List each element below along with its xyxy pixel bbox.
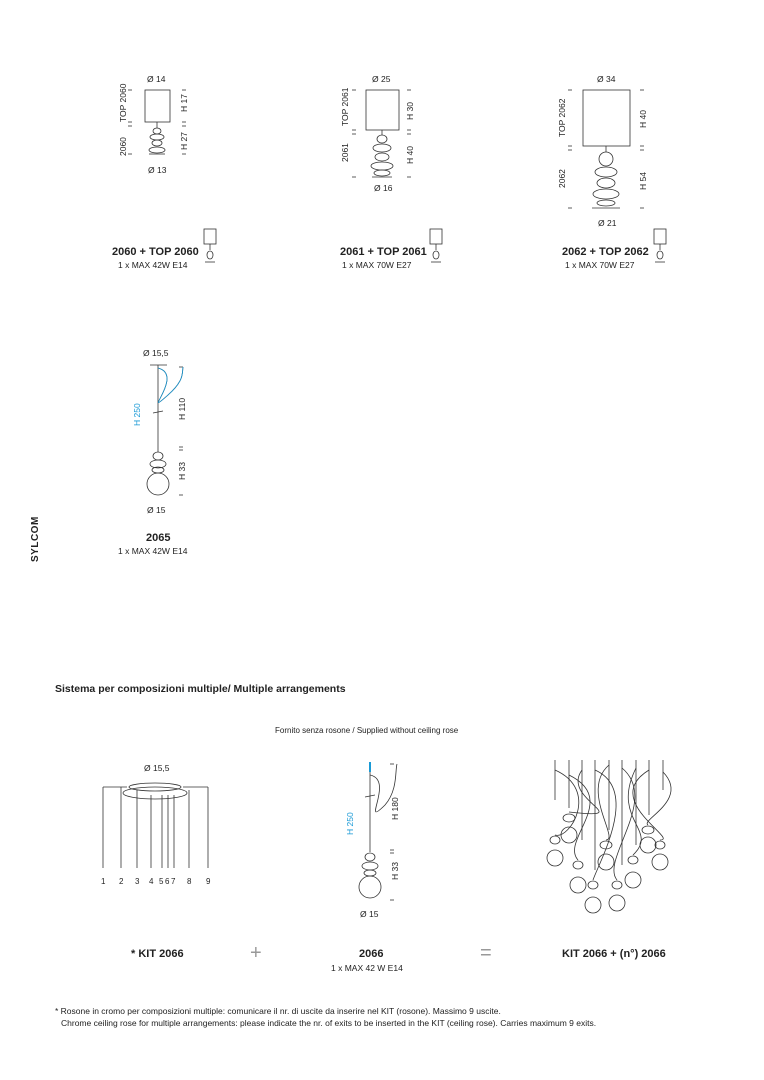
exit-1: 1 <box>101 877 106 886</box>
kit-rose-drawing <box>103 783 208 868</box>
top-height-2061: H 30 <box>405 102 415 120</box>
pendant-body-height: H 33 <box>177 462 187 480</box>
top-label-2060: TOP 2060 <box>118 83 128 122</box>
exit-5: 5 <box>159 877 164 886</box>
top-diameter-2060: Ø 14 <box>147 74 166 84</box>
base-height-2060: H 27 <box>179 132 189 150</box>
base-label-2062: 2062 <box>557 169 567 188</box>
spec-2065: 1 x MAX 42W E14 <box>118 546 188 556</box>
footnote-english: Chrome ceiling rose for multiple arrangements: please indicate the nr. of exits to be inserted in the KIT (ceiling rose). Carries maximum 9 exits. <box>61 1018 597 1028</box>
section-title: Sistema per composizioni multiple/ Multiple arrangements <box>55 683 346 695</box>
top-label-2061: TOP 2061 <box>340 87 350 126</box>
base-label-2060: 2060 <box>118 137 128 156</box>
base-height-2061: H 40 <box>405 146 415 164</box>
top-height-2060: H 17 <box>179 94 189 112</box>
exit-2: 2 <box>119 877 124 886</box>
footnote-italian: * Rosone in cromo per composizioni multiple: comunicare il nr. di uscite da inserire nel KIT (rosone). Massimo 9 uscite. <box>55 1006 501 1016</box>
base-label-2061: 2061 <box>340 143 350 162</box>
module-body-diameter: Ø 15 <box>360 909 379 919</box>
exit-6: 6 <box>165 877 170 886</box>
base-diameter-2060: Ø 13 <box>148 165 167 175</box>
brand-label: SYLCOM <box>30 516 41 562</box>
pendant-body-diameter: Ø 15 <box>147 505 166 515</box>
lamp-2061-drawing <box>352 90 411 177</box>
pendant-cable-height: H 110 <box>177 397 187 420</box>
spec-2062: 1 x MAX 70W E27 <box>565 260 635 270</box>
supplied-note: Fornito senza rosone / Supplied without ceiling rose <box>275 726 459 735</box>
pendant-total-height: H 250 <box>132 403 142 426</box>
kit-label: * KIT 2066 <box>131 948 184 960</box>
exit-7: 7 <box>171 877 176 886</box>
exit-3: 3 <box>135 877 140 886</box>
module-cable-height: H 180 <box>390 797 400 820</box>
pendant-rose-diameter: Ø 15,5 <box>143 348 169 358</box>
base-height-2062: H 54 <box>638 172 648 190</box>
lamp-2060-drawing <box>128 90 186 154</box>
model-2061: 2061 + TOP 2061 <box>340 246 427 258</box>
kit-rose-diameter: Ø 15,5 <box>144 763 170 773</box>
plus-sign: + <box>250 942 262 964</box>
base-diameter-2061: Ø 16 <box>374 183 393 193</box>
spec-2061: 1 x MAX 70W E27 <box>342 260 412 270</box>
module-spec: 1 x MAX 42 W E14 <box>331 963 403 973</box>
module-body-height: H 33 <box>390 862 400 880</box>
module-total-height: H 250 <box>345 812 355 835</box>
top-label-2062: TOP 2062 <box>557 98 567 137</box>
exit-4: 4 <box>149 877 154 886</box>
result-label: KIT 2066 + (n°) 2066 <box>562 948 666 960</box>
module-code: 2066 <box>359 948 384 960</box>
exit-9: 9 <box>206 877 211 886</box>
model-2062: 2062 + TOP 2062 <box>562 246 649 258</box>
equals-sign: = <box>480 942 492 964</box>
lamp-2062-drawing <box>568 90 644 208</box>
model-2065: 2065 <box>146 532 171 544</box>
top-diameter-2062: Ø 34 <box>597 74 616 84</box>
top-height-2062: H 40 <box>638 110 648 128</box>
top-diameter-2061: Ø 25 <box>372 74 391 84</box>
multi-arrangement-drawing <box>547 760 671 913</box>
exit-8: 8 <box>187 877 192 886</box>
spec-2060: 1 x MAX 42W E14 <box>118 260 188 270</box>
model-2060: 2060 + TOP 2060 <box>112 246 199 258</box>
base-diameter-2062: Ø 21 <box>598 218 617 228</box>
